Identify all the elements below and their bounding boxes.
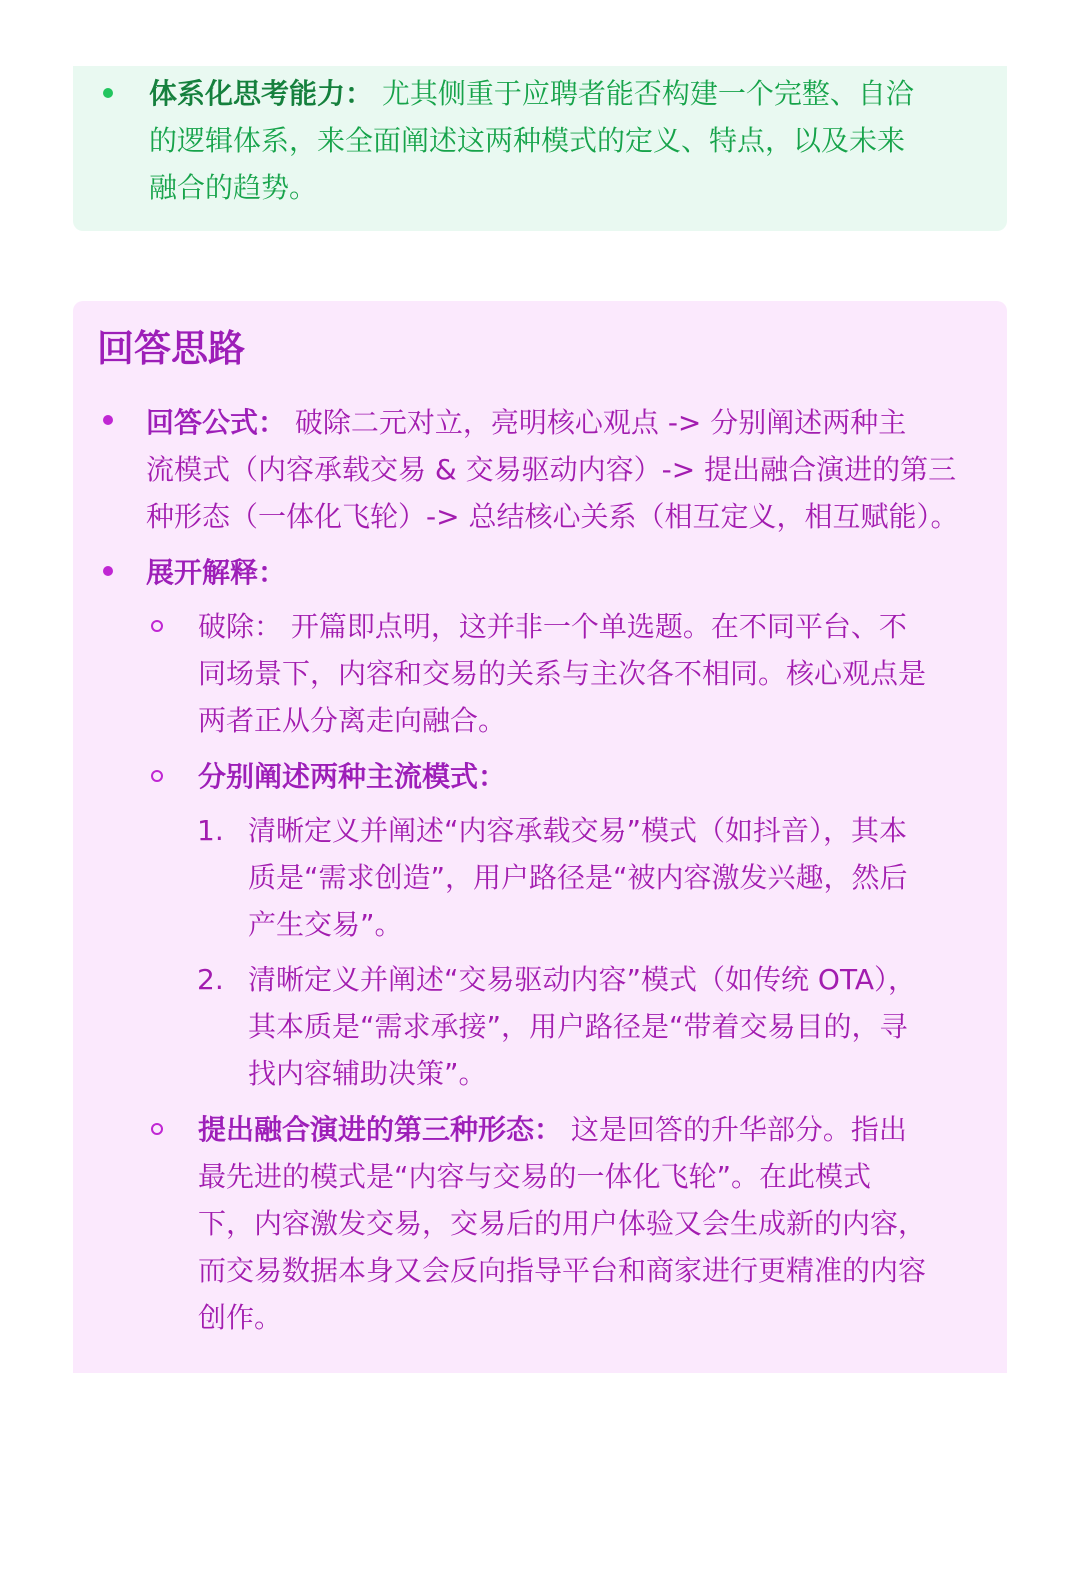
third-line-2: 最先进的模式是“内容与交易的一体化飞轮”。在此模式 xyxy=(198,1160,872,1193)
break-label: 破除： xyxy=(198,610,283,643)
answer-heading: 回答思路 xyxy=(97,327,245,370)
sub-bullet-circle xyxy=(151,770,163,782)
mode-2-line-3: 找内容辅助决策”。 xyxy=(248,1057,487,1090)
list-number: 1. xyxy=(197,814,224,847)
break-line-1 xyxy=(198,603,998,650)
mode-1-line-2: 质是“需求创造”，用户路径是“被内容激发兴趣，然后 xyxy=(248,861,908,894)
two-modes-label: 分别阐述两种主流模式： xyxy=(198,760,507,793)
answer-card xyxy=(73,301,1007,1373)
explain-item xyxy=(146,549,286,596)
formula-text: 破除二元对立，亮明核心观点 -> 分别阐述两种主 xyxy=(294,406,907,439)
two-modes-item xyxy=(198,753,506,800)
break-line-2: 同场景下，内容和交易的关系与主次各不相同。核心观点是 xyxy=(198,657,927,690)
third-line-1 xyxy=(198,1106,998,1153)
formula-line-3: 种形态（一体化飞轮）-> 总结核心关系（相互定义，相互赋能）。 xyxy=(146,500,959,533)
mode-item-1 xyxy=(248,807,998,948)
evaluation-item xyxy=(149,70,979,211)
bullet-dot xyxy=(103,566,113,576)
break-item xyxy=(198,603,998,744)
break-text: 开篇即点明，这并非一个单选题。在不同平台、不 xyxy=(290,610,907,643)
evaluation-text: 尤其侧重于应聘者能否构建一个完整、自洽 xyxy=(381,77,914,110)
sub-bullet-circle xyxy=(151,1123,163,1135)
bullet-dot xyxy=(103,88,113,98)
third-form-item xyxy=(198,1106,998,1341)
third-line-5: 创作。 xyxy=(198,1301,283,1334)
list-number: 2. xyxy=(197,963,224,996)
break-line-3: 两者正从分离走向融合。 xyxy=(198,704,507,737)
mode-item-2 xyxy=(248,956,998,1097)
evaluation-item-label: 体系化思考能力： xyxy=(149,77,374,110)
formula-label: 回答公式： xyxy=(146,406,287,439)
evaluation-line-1 xyxy=(149,70,979,117)
sub-bullet-circle xyxy=(151,620,163,632)
mode-1-line-3: 产生交易”。 xyxy=(248,908,403,941)
evaluation-line-3: 融合的趋势。 xyxy=(149,171,318,204)
third-form-label: 提出融合演进的第三种形态： xyxy=(198,1113,563,1146)
evaluation-card xyxy=(73,66,1007,231)
bullet-dot xyxy=(103,415,113,425)
evaluation-line-2: 的逻辑体系，来全面阐述这两种模式的定义、特点，以及未来 xyxy=(149,124,906,157)
formula-line-1 xyxy=(146,399,1006,446)
mode-2-line-1: 清晰定义并阐述“交易驱动内容”模式（如传统 OTA）， xyxy=(248,963,917,996)
third-line-4: 而交易数据本身又会反向指导平台和商家进行更精准的内容 xyxy=(198,1254,927,1287)
mode-1-line-1: 清晰定义并阐述“内容承载交易”模式（如抖音），其本 xyxy=(248,814,908,847)
third-line-3: 下，内容激发交易，交易后的用户体验又会生成新的内容， xyxy=(198,1207,927,1240)
formula-item xyxy=(146,399,1006,540)
third-text: 这是回答的升华部分。指出 xyxy=(570,1113,907,1146)
formula-line-2: 流模式（内容承载交易 & 交易驱动内容）-> 提出融合演进的第三 xyxy=(146,453,957,486)
mode-2-line-2: 其本质是“需求承接”，用户路径是“带着交易目的，寻 xyxy=(248,1010,908,1043)
explain-label: 展开解释： xyxy=(146,556,287,589)
